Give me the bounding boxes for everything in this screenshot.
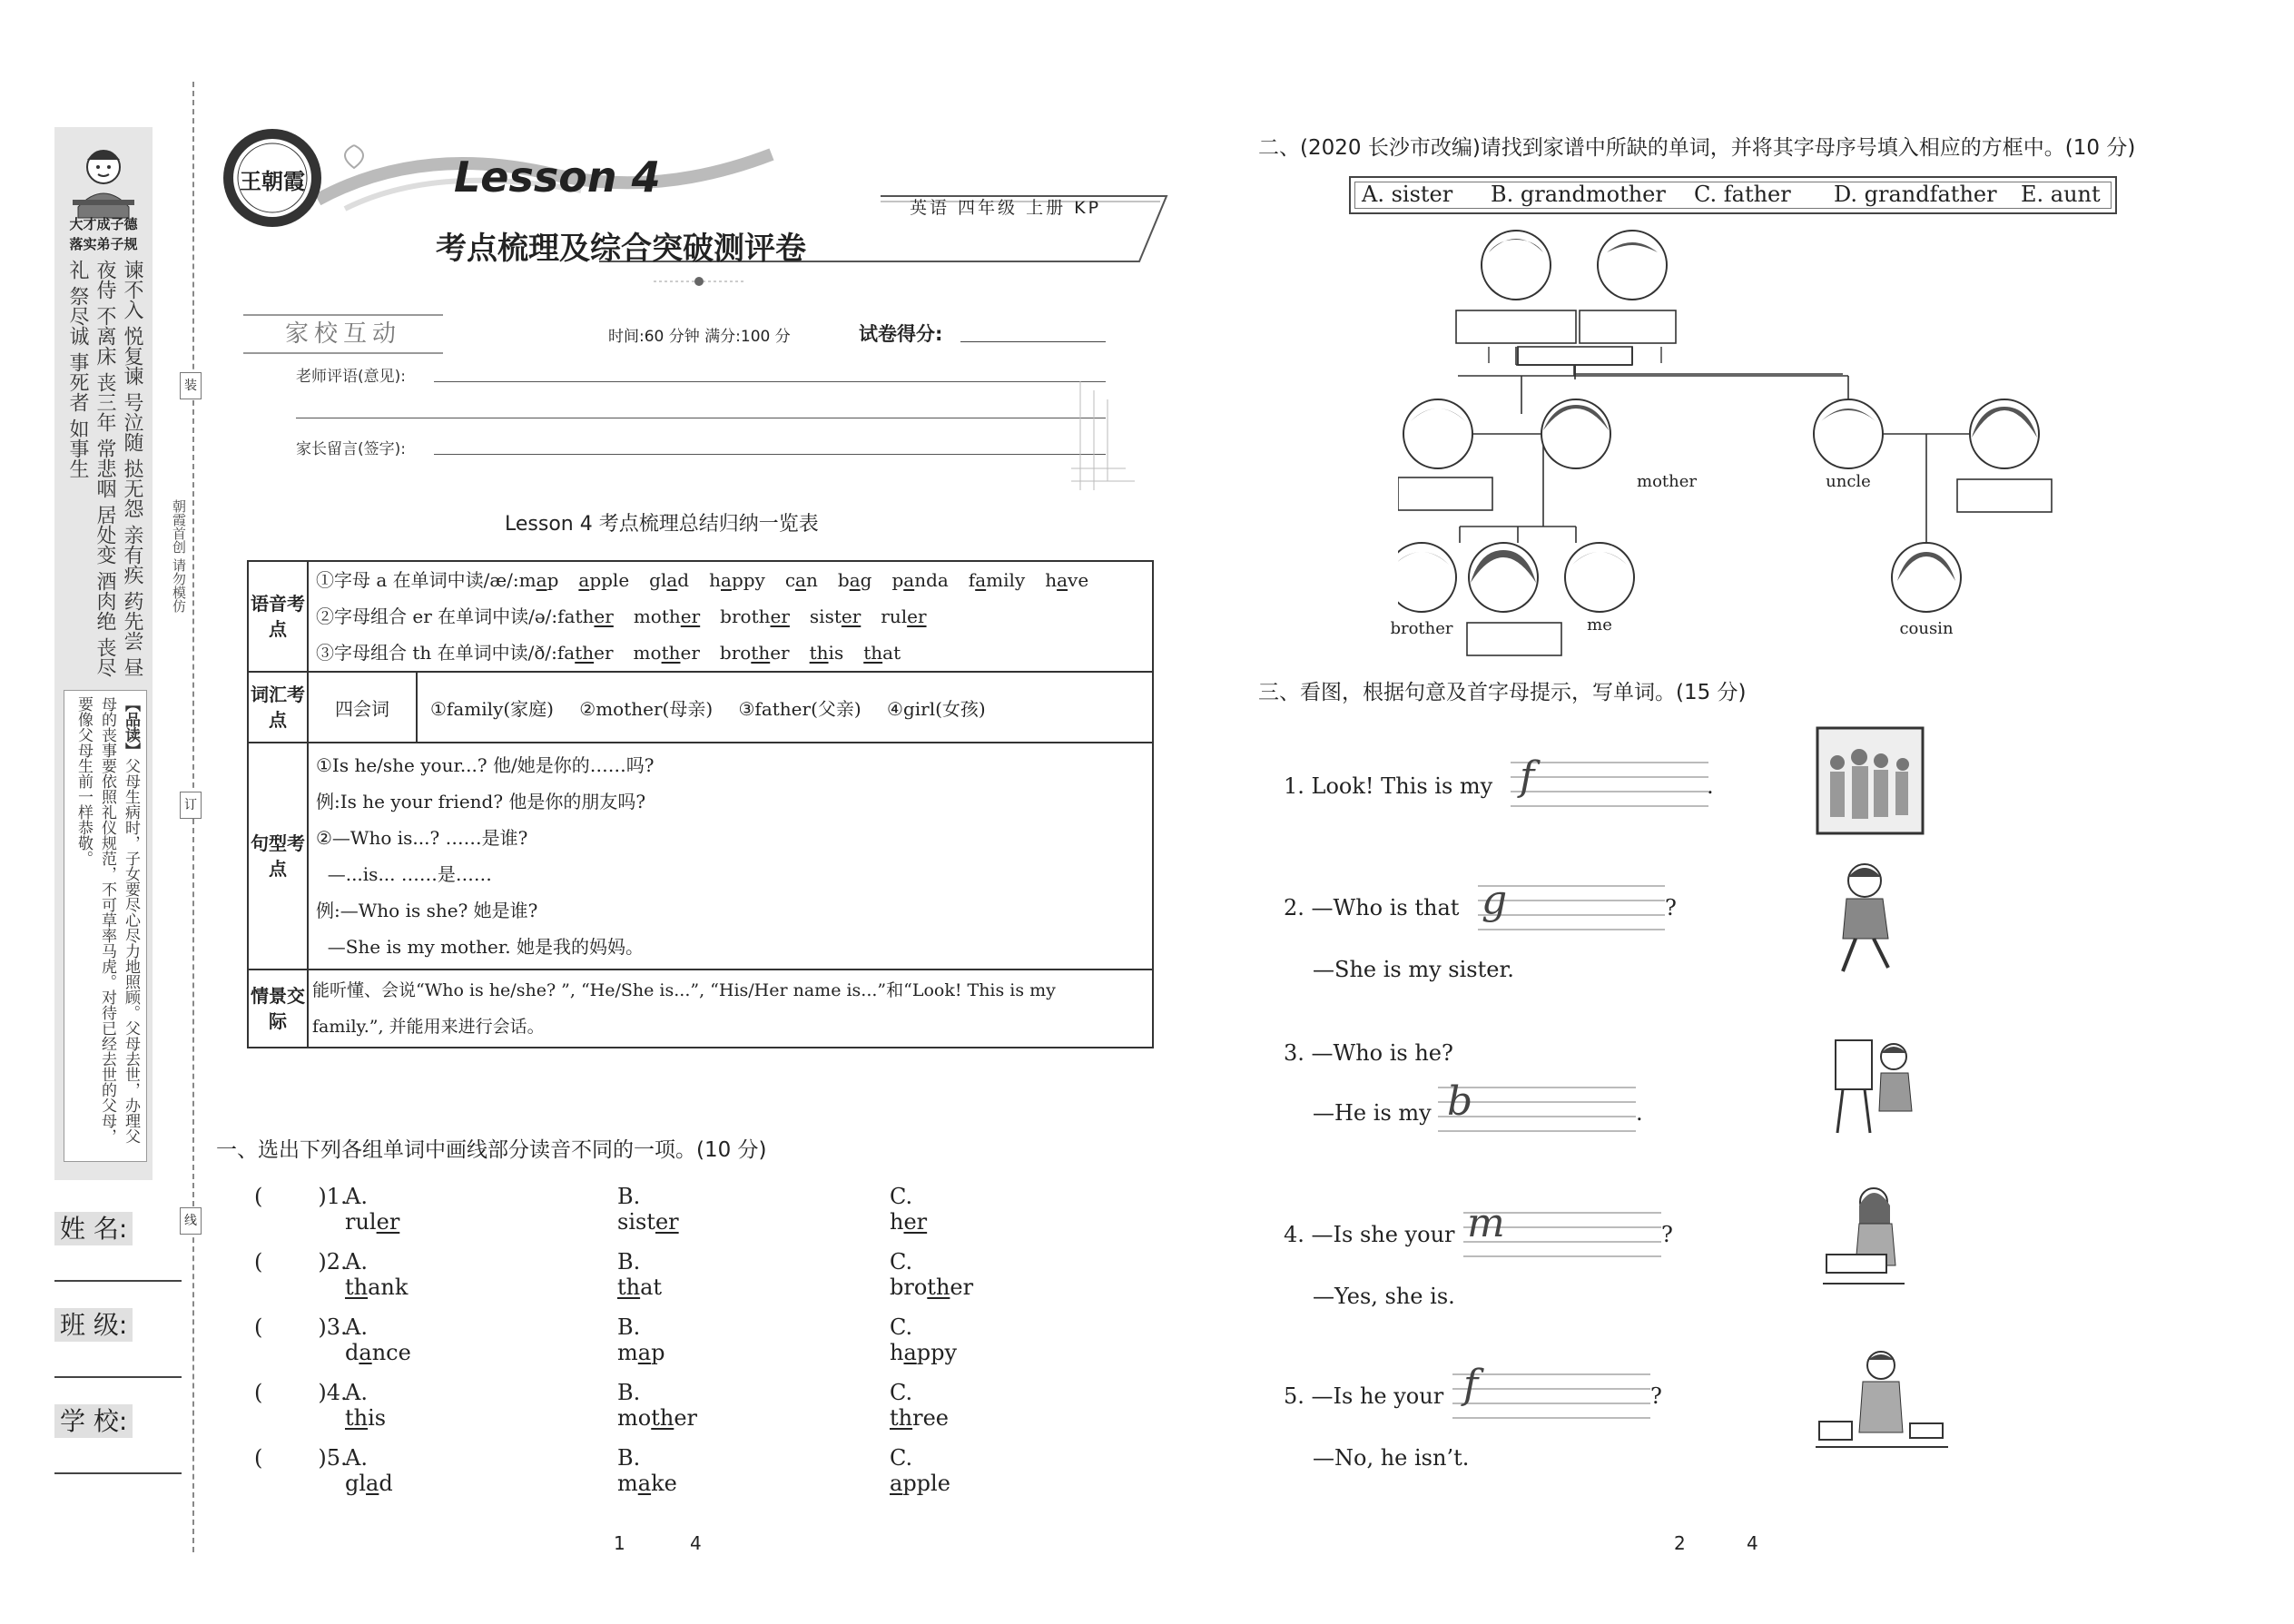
caption-line-1: 大才成子德 <box>69 216 138 232</box>
pronunciation-word: that <box>863 642 901 664</box>
part3-title: 三、看图，根据句意及首字母提示，写单词。(15 分) <box>1258 681 1747 704</box>
pronunciation-word: map <box>518 569 559 591</box>
answer-blank[interactable]: ( )1. <box>254 1184 348 1209</box>
item1-hint-letter: f <box>1520 753 1535 800</box>
label-me: me <box>1587 615 1612 635</box>
pronunciation-prefix: ③字母组合 th 在单词中读/ð/: <box>316 642 557 664</box>
name-field[interactable] <box>54 1280 182 1282</box>
logo-text: 王朝霞 <box>240 168 305 194</box>
page-number-right-1: 2 <box>1674 1532 1686 1554</box>
grandfather-face <box>1598 231 1667 300</box>
family-photo-image <box>1816 726 1925 835</box>
pronunciation-word: panda <box>891 569 949 591</box>
sidebar-caption <box>58 214 149 254</box>
item2-question: 2. —Who is that <box>1284 895 1460 920</box>
girl-walking-image <box>1825 859 1906 977</box>
page-number-right-2: 4 <box>1747 1532 1758 1554</box>
situation-cell <box>308 969 1153 1048</box>
pronunciation-word: bag <box>837 569 872 591</box>
father-face <box>1403 399 1472 468</box>
man-cooking-image <box>1816 1345 1948 1454</box>
item3-question: 3. —Who is he? <box>1284 1040 1453 1066</box>
dizigui-poem: 谏不入 悦复谏 号泣随 挞无怨 亲有疾 药先尝 昼夜侍 不离床 丧三年 常悲咽 居处变 酒肉绝 丧尽礼 祭尽诚 事死者 如事生 <box>66 260 143 677</box>
pindu-note <box>64 690 147 1162</box>
woman-cooking-image <box>1823 1182 1914 1291</box>
pronunciation-word: ruler <box>881 605 927 627</box>
score-label: 试卷得分: <box>859 323 943 345</box>
father-answer-box <box>1398 477 1492 510</box>
me-face <box>1565 543 1634 612</box>
page-number-left-2: 4 <box>690 1532 702 1554</box>
answer-blank[interactable]: ( )3. <box>254 1314 348 1340</box>
option-b: B. grandmother <box>1491 182 1666 207</box>
pindu-label: 【品读】 <box>122 696 140 758</box>
pronunciation-cell <box>308 561 1153 672</box>
cut-mark-ding: 订 <box>180 792 202 819</box>
answer-blank[interactable]: ( )2. <box>254 1249 348 1275</box>
class-label: 班 级: <box>54 1305 154 1342</box>
grandmother-face <box>1482 231 1551 300</box>
parent-message-field[interactable] <box>434 454 1106 455</box>
label-uncle: uncle <box>1826 472 1871 491</box>
item4-question: 4. —Is she your <box>1284 1222 1455 1247</box>
score-field[interactable] <box>960 341 1106 342</box>
sentence-line: —She is my mother. 她是我的妈妈。 <box>316 936 644 958</box>
pronunciation-word: happy <box>709 569 765 591</box>
family-tree-diagram <box>1398 227 2142 663</box>
name-label: 姓 名: <box>54 1209 154 1245</box>
item5-writing-lines[interactable] <box>1452 1371 1650 1429</box>
label-cousin: cousin <box>1899 619 1954 638</box>
situation-label: 情景交际 <box>248 969 308 1048</box>
pronunciation-word: this <box>809 642 844 664</box>
option-e: E. aunt <box>2021 182 2101 207</box>
option-d: D. grandfather <box>1834 182 1997 207</box>
label-mother: mother <box>1637 472 1697 491</box>
pronunciation-word: brother <box>719 642 790 664</box>
pronunciation-label: 语音考点 <box>248 561 308 672</box>
vocab-item: ④girl(女孩) <box>887 697 986 720</box>
grandfather-answer-box <box>1580 310 1676 343</box>
parent-message-label: 家长留言(签字): <box>296 440 406 458</box>
page-number-left-1: 1 <box>614 1532 625 1554</box>
pronunciation-word: glad <box>649 569 690 591</box>
item4-answer: —Yes, she is. <box>1313 1284 1455 1309</box>
answer-blank[interactable]: ( )4. <box>254 1380 348 1405</box>
item5-question: 5. —Is he your <box>1284 1383 1444 1409</box>
mother-face <box>1541 399 1610 468</box>
pronunciation-word: sister <box>809 605 861 627</box>
sentence-line: 例:Is he your friend? 他是你的朋友吗? <box>316 791 646 812</box>
item5-end: ? <box>1650 1383 1662 1409</box>
sentence-line: —...is... ……是…… <box>316 863 492 885</box>
pronunciation-word: father <box>556 642 614 664</box>
pronunciation-prefix: ①字母 a 在单词中读/æ/: <box>316 569 519 591</box>
vocabulary-items <box>417 672 1153 743</box>
part2-title: 二、(2020 长沙市改编)请找到家谱中所缺的单词，并将其字母序号填入相应的方框中。(10 分) <box>1258 136 2136 160</box>
knowledge-points-table <box>247 560 1154 1048</box>
item4-hint-letter: m <box>1467 1200 1505 1246</box>
pronunciation-word: can <box>784 569 818 591</box>
vocabulary-sub-label: 四会词 <box>308 672 417 743</box>
brother-face <box>1398 543 1456 612</box>
vocabulary-label: 词汇考点 <box>248 672 308 743</box>
pindu-text: 父母生病时，子女要尽心尽力地照顾。父母去世，办理父母的丧事要依照礼仪规范，不可草率马虎。对待已经去世的父母，要像父母生前一样恭敬。 <box>74 696 140 1144</box>
school-field[interactable] <box>54 1472 182 1474</box>
answer-blank[interactable]: ( )5. <box>254 1445 348 1471</box>
time-info: 时间:60 分钟 满分:100 分 <box>608 328 791 346</box>
item2-hint-letter: g <box>1482 877 1508 923</box>
pronunciation-word: father <box>557 605 614 627</box>
copyright-note: 朝霞首创 请勿模仿 <box>171 499 187 613</box>
title-dots-decoration <box>654 274 744 289</box>
pronunciation-line-1 <box>309 562 1152 598</box>
pronunciation-word: family <box>968 569 1026 591</box>
vocab-item: ②mother(母亲) <box>579 697 714 720</box>
pronunciation-word: mother <box>633 605 701 627</box>
item5-answer: —No, he isn’t. <box>1313 1445 1470 1471</box>
teacher-comment-field[interactable] <box>434 381 1106 382</box>
pronunciation-prefix: ②字母组合 er 在单词中读/ə/: <box>316 605 558 627</box>
aunt-answer-box <box>1957 479 2052 512</box>
item5-hint-letter: f <box>1463 1362 1479 1408</box>
item4-end: ? <box>1661 1222 1673 1247</box>
pronunciation-word: mother <box>633 642 700 664</box>
vocab-item: ③father(父亲) <box>738 697 861 720</box>
pronunciation-word: brother <box>720 605 790 627</box>
item3-end: . <box>1636 1100 1643 1126</box>
option-c: C. father <box>1694 182 1791 207</box>
item1-writing-lines[interactable] <box>1511 759 1708 817</box>
pronunciation-word: have <box>1045 569 1089 591</box>
table-row-pronunciation <box>248 561 1153 672</box>
teacher-comment-label: 老师评语(意见): <box>296 368 406 386</box>
corner-decoration <box>1071 381 1135 490</box>
pronunciation-word: apple <box>578 569 630 591</box>
lesson-title: Lesson 4 <box>454 153 661 202</box>
grandmother-answer-box <box>1456 310 1576 343</box>
item2-answer: —She is my sister. <box>1313 957 1514 982</box>
table-row-situation <box>248 969 1153 1048</box>
sentence-line: 例:—Who is she? 她是谁? <box>316 900 538 921</box>
pronunciation-line-2 <box>309 598 1152 635</box>
item2-end: ? <box>1665 895 1677 920</box>
sentence-line: ①Is he/she your...? 他/她是你的……吗? <box>316 754 655 776</box>
cut-mark-zhuang: 装 <box>180 372 202 399</box>
cut-mark-xian: 线 <box>180 1207 202 1235</box>
item1-question: 1. Look! This is my <box>1284 773 1493 799</box>
class-field[interactable] <box>54 1376 182 1378</box>
main-title: 考点梳理及综合突破测评卷 <box>436 231 806 267</box>
table-row-sentences <box>248 743 1153 969</box>
table-title: Lesson 4 考点梳理总结归纳一览表 <box>505 513 819 536</box>
situation-line-2: family.”, 并能用来进行会话。 <box>312 1017 545 1037</box>
jiaxiao-badge: 家校互动 <box>243 314 443 354</box>
vocab-item: ①family(家庭) <box>430 697 554 720</box>
subject-tag: 英语 四年级 上册 KP <box>910 198 1102 218</box>
caption-line-2: 落实弟子规 <box>69 236 138 252</box>
table-row-vocabulary <box>248 672 1153 743</box>
pronunciation-line-3 <box>309 635 1152 671</box>
boy-painting-image <box>1830 1035 1921 1135</box>
option-a: A. sister <box>1362 182 1453 207</box>
item3-hint-letter: b <box>1447 1078 1473 1125</box>
sentences-cell <box>308 743 1153 969</box>
item3-answer: —He is my <box>1313 1100 1432 1126</box>
situation-line-1: 能听懂、会说“Who is he/she? ”, “He/She is...”, “His/Her name is...”和“Look! This is my <box>312 980 1056 1000</box>
part1-title: 一、选出下列各组单词中画线部分读音不同的一项。(10 分) <box>216 1138 767 1162</box>
sister-answer-box <box>1467 623 1561 655</box>
sentences-label: 句型考点 <box>248 743 308 969</box>
sentence-line: ②—Who is...? ……是谁? <box>316 827 528 849</box>
school-label: 学 校: <box>54 1402 154 1438</box>
item1-end: . <box>1707 773 1714 799</box>
label-brother: brother <box>1390 619 1453 638</box>
